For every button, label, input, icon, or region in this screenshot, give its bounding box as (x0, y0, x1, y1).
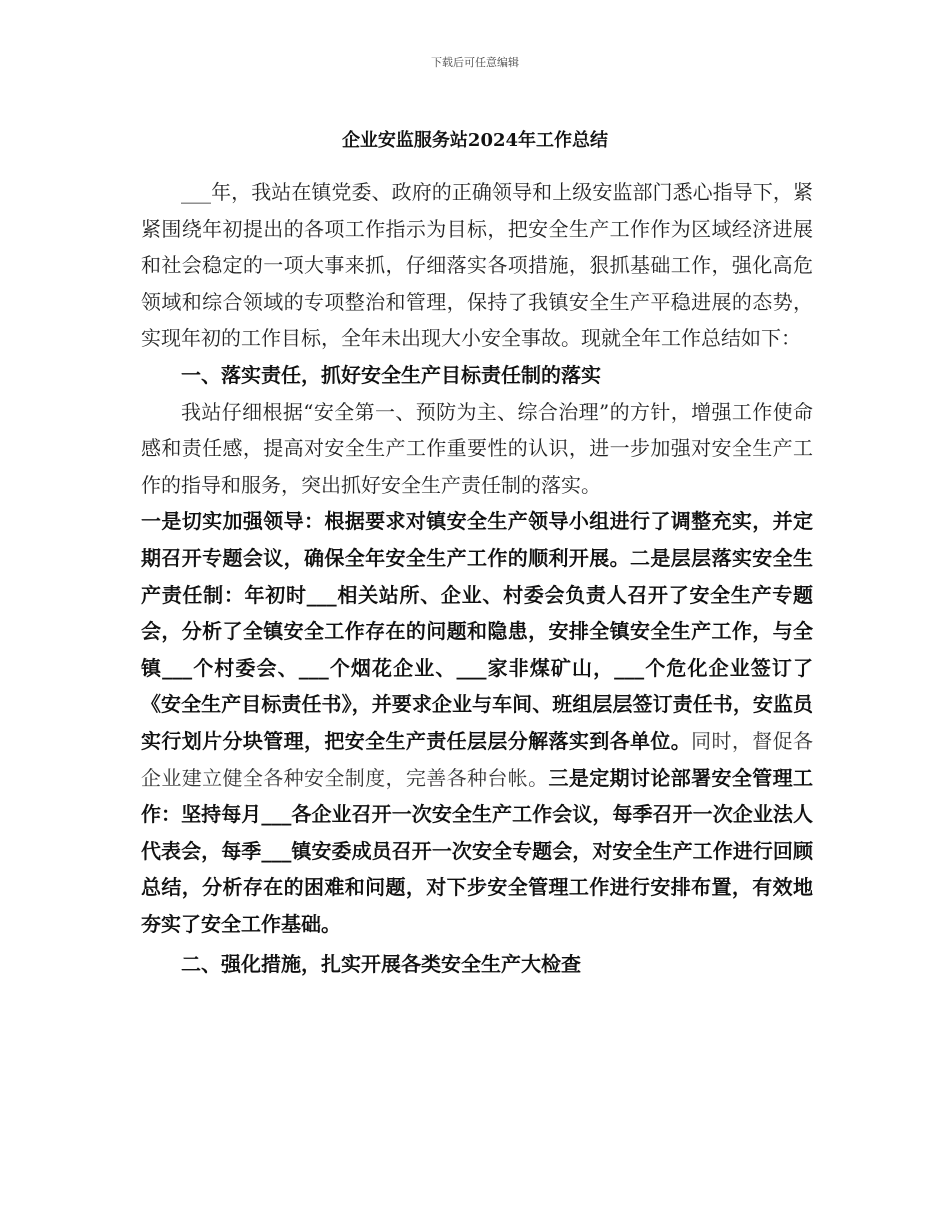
intro-paragraph: ___年，我站在镇党委、政府的正确领导和上级安监部门悉心指导下，紧紧围绕年初提出的各项工作指示为目标，把安全生产工作作为区域经济进展和社会稳定的一项大事来抓，仔细落实各项措施，狠抓基础工作，强化高危领域和综合领域的专项整治和管理，保持了我镇安全生产平稳进展的态势，实现年初的工作目标，全年未出现大小安全事故。现就全年工作总结如下： (141, 180, 813, 351)
document-body (141, 174, 813, 983)
header-note: 下载后可任意编辑 (431, 56, 519, 69)
measures-part2: 同时，督促各企业建立健全各种安全制度，完善各种台帐。 (141, 728, 813, 790)
section2-heading: 二、强化措施，扎实开展各类安全生产大检查 (181, 952, 581, 977)
measures-part1: 一是切实加强领导：根据要求对镇安全生产领导小组进行了调整充实，并定期召开专题会议，确保全年安全生产工作的顺利开展。二是层层落实安全生产责任制：年初时___相关站所、企业、村委会负责人召开了安全生产专题会，分析了全镇安全工作存在的问题和隐患，安排全镇安全生产工作，与全镇___个村委会、___个烟花企业、___家非煤矿山，___个危化企业签订了《安全生产目标责任书》，并要求企业与车间、班组层层签订责任书，安监员实行划片分块管理，把安全生产责任层层分解落实到各单位。 (141, 509, 813, 753)
section1-heading: 一、落实责任，抓好安全生产目标责任制的落实 (181, 362, 601, 387)
section1-paragraph: 我站仔细根据“安全第一、预防为主、综合治理”的方针，增强工作使命感和责任感，提高对安全生产工作重要性的认识，进一步加强对安全生产工作的指导和服务，突出抓好安全生产责任制的落实。 (141, 399, 813, 497)
measures-part3: 三是定期讨论部署安全管理工作：坚持每月___各企业召开一次安全生产工作会议，每季召开一次企业法人代表会，每季___镇安委成员召开一次安全专题会，对安全生产工作进行回顾总结，分析存在的困难和问题，对下步安全管理工作进行安排布置，有效地夯实了安全工作基础。 (141, 765, 813, 936)
section1-measures-paragraph (141, 503, 813, 942)
document-title: 企业安监服务站2024年工作总结 (341, 130, 609, 151)
